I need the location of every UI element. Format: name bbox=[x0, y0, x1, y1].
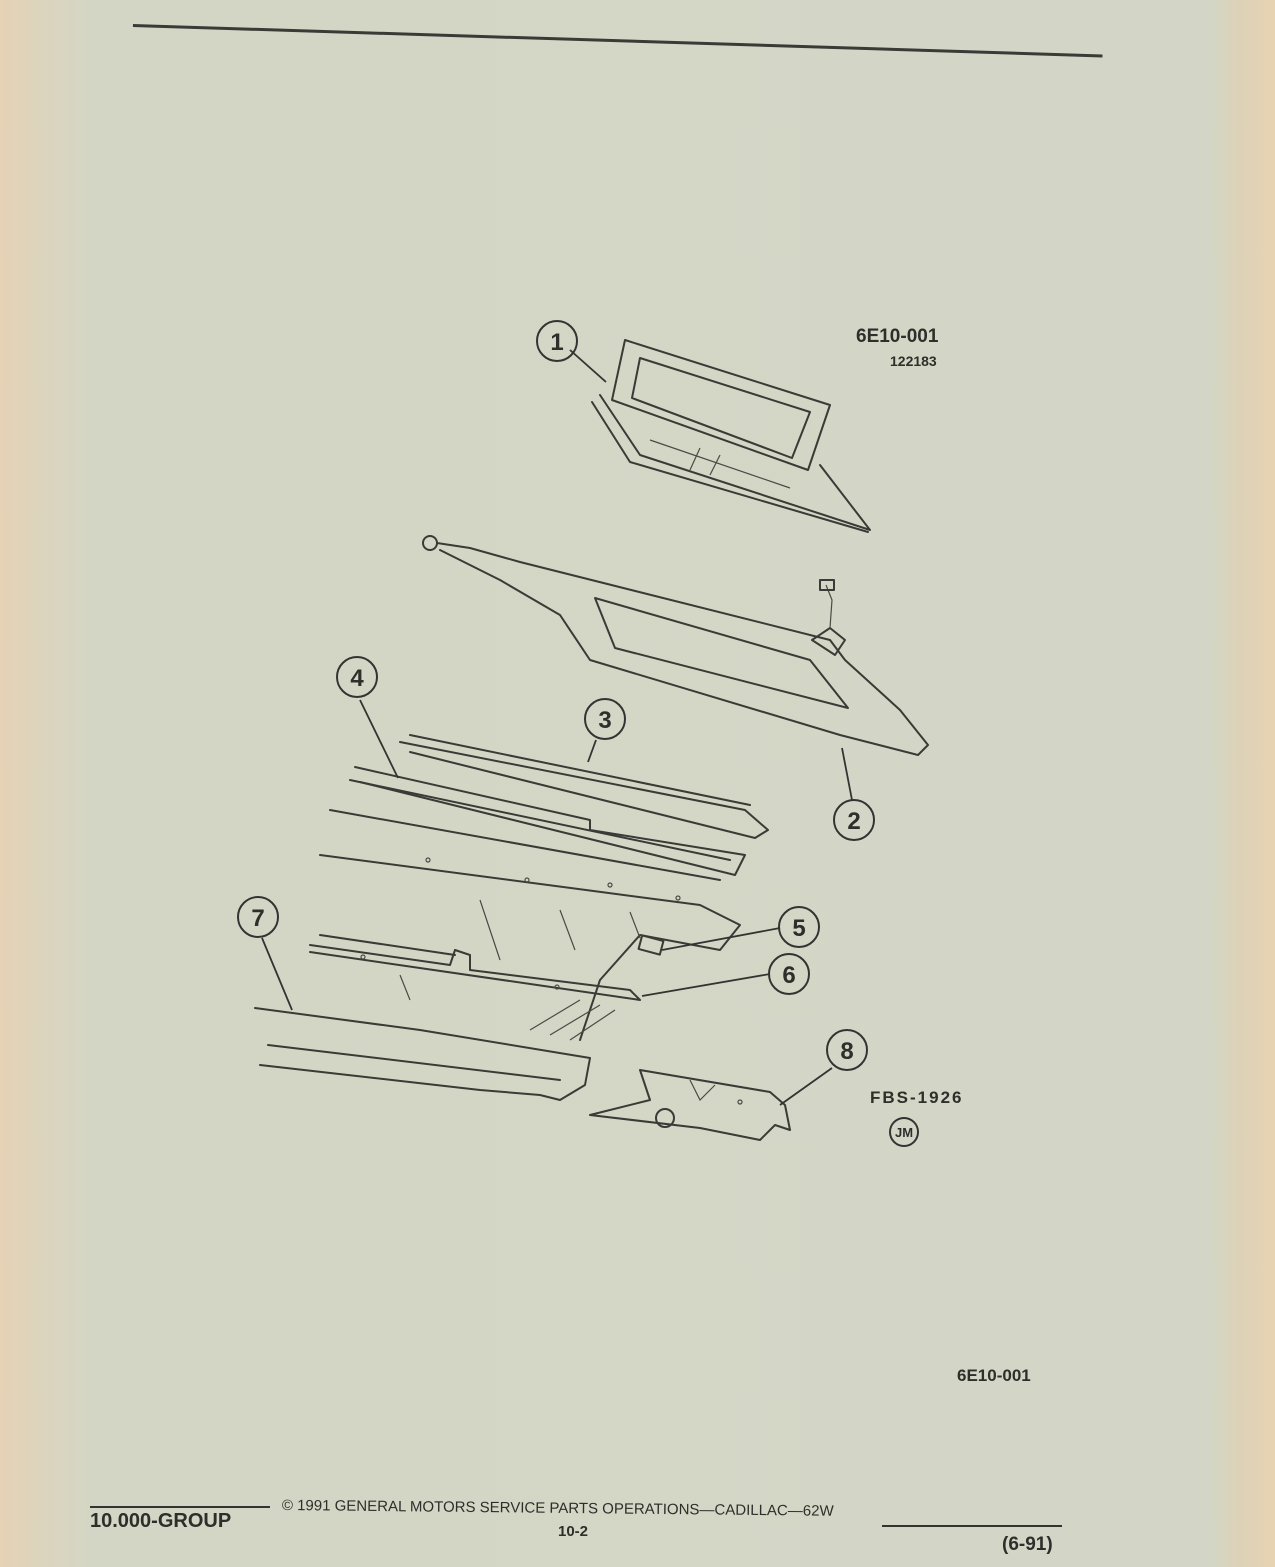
callout-4-label: 4 bbox=[350, 665, 364, 692]
footer-left-rule bbox=[90, 1506, 270, 1508]
drawing-date-code: 122183 bbox=[890, 353, 937, 369]
part-3-molding bbox=[400, 735, 768, 838]
footer-right-rule bbox=[882, 1525, 1062, 1527]
footer-page-number: 10-2 bbox=[558, 1523, 589, 1540]
callout-8 bbox=[827, 1030, 867, 1070]
callout-2 bbox=[834, 800, 874, 840]
footer-revision: (6-91) bbox=[1002, 1534, 1053, 1555]
callout-3 bbox=[585, 699, 625, 739]
callout-3-label: 3 bbox=[598, 707, 612, 734]
footer-group: 10.000-GROUP bbox=[90, 1510, 232, 1532]
callout-1-label: 1 bbox=[550, 329, 564, 356]
callout-6 bbox=[769, 954, 809, 994]
artist-mark bbox=[890, 1118, 918, 1146]
part-8-bracket bbox=[590, 1070, 790, 1140]
callout-8-label: 8 bbox=[840, 1038, 854, 1065]
callout-7 bbox=[238, 897, 278, 937]
callout-2-label: 2 bbox=[847, 808, 861, 835]
callout-5-label: 5 bbox=[792, 915, 806, 942]
part-7-panel bbox=[255, 1008, 590, 1100]
fbs-code: FBS-1926 bbox=[870, 1088, 964, 1107]
artist-mark-label: JM bbox=[894, 1125, 914, 1140]
callout-7-label: 7 bbox=[251, 905, 265, 932]
bottom-drawing-code: 6E10-001 bbox=[957, 1366, 1031, 1385]
part-6-retainer bbox=[310, 935, 640, 1000]
part-1-mirror-assembly bbox=[592, 340, 870, 532]
callout-4 bbox=[337, 657, 377, 697]
callout-1 bbox=[537, 321, 577, 361]
part-2-sunshade bbox=[423, 536, 928, 755]
drawing-code: 6E10-001 bbox=[856, 326, 939, 347]
callout-5 bbox=[779, 907, 819, 947]
leader-lines bbox=[262, 350, 852, 1105]
part-5-socket bbox=[630, 912, 663, 955]
callout-6-label: 6 bbox=[782, 962, 796, 989]
footer-copyright: © 1991 GENERAL MOTORS SERVICE PARTS OPERATIONS—CADILLAC—62W bbox=[281, 1497, 834, 1520]
